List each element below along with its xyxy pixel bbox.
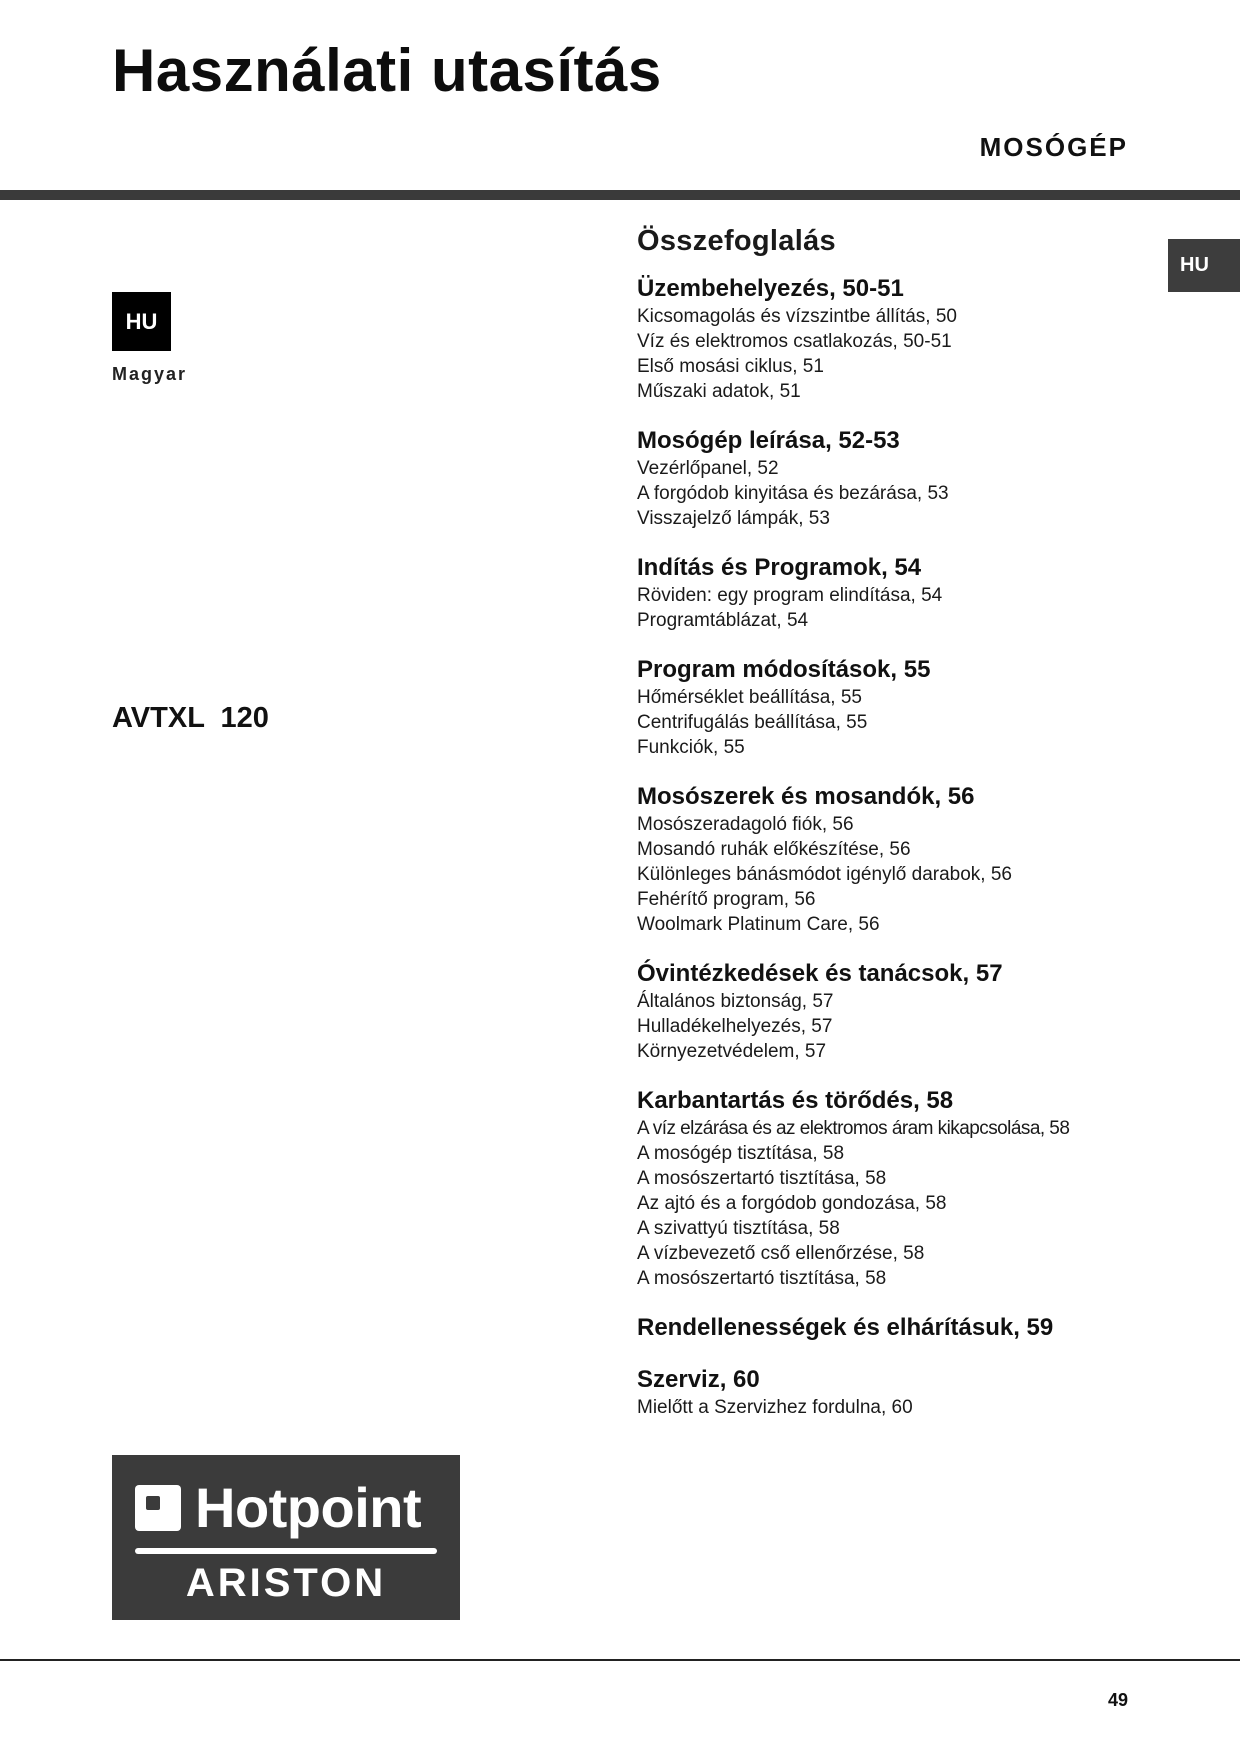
page-title: Használati utasítás [112,37,662,104]
language-side-tab: HU [1168,239,1240,292]
logo-divider [135,1548,437,1554]
language-name: Magyar [112,364,188,384]
toc-entry: Visszajelző lámpák, 53 [637,508,830,529]
page-number: 49 [1107,1690,1128,1710]
logo-brand-text: Hotpoint [195,1476,422,1539]
table-of-contents [637,225,1107,1442]
toc-section-title: Program módosítások, 55 [637,656,931,683]
toc-section-title: Indítás és Programok, 54 [637,554,922,581]
toc-section [637,553,1107,633]
toc-section [637,426,1107,531]
toc-entry: Első mosási ciklus, 51 [637,356,824,377]
toc-entry: Röviden: egy program elindítása, 54 [637,585,943,606]
toc-entry: A víz elzárása és az elektromos áram kikapcsolása, 58 [637,1118,1070,1139]
toc-entry: A mosógép tisztítása, 58 [637,1143,845,1164]
toc-entry: Általános biztonság, 57 [637,991,834,1012]
toc-section-title: Szerviz, 60 [637,1366,760,1393]
toc-entry: Mosandó ruhák előkészítése, 56 [637,839,911,860]
logo-sub-text: ARISTON [185,1561,387,1605]
logo-top-row [135,1478,421,1538]
toc-entry: Woolmark Platinum Care, 56 [637,914,880,935]
toc-entry: Centrifugálás beállítása, 55 [637,712,868,733]
toc-entry: Mielőtt a Szervizhez fordulna, 60 [637,1397,913,1418]
toc-entry: Kicsomagolás és vízszintbe állítás, 50 [637,306,957,327]
toc-entry: A mosószertartó tisztítása, 58 [637,1268,887,1289]
logo-mark-icon [135,1485,181,1531]
toc-section-title: Karbantartás és törődés, 58 [637,1087,954,1114]
brand-logo [112,1455,460,1620]
toc-entry: A szivattyú tisztítása, 58 [637,1218,840,1239]
toc-section [637,274,1107,404]
toc-entry: Vezérlőpanel, 52 [637,458,779,479]
toc-entry: Környezetvédelem, 57 [637,1041,827,1062]
toc-section [637,655,1107,760]
toc-entry: Funkciók, 55 [637,737,745,758]
toc-section [637,959,1107,1064]
toc-entry: A vízbevezető cső ellenőrzése, 58 [637,1243,925,1264]
toc-section-title: Mosószerek és mosandók, 56 [637,783,975,810]
toc-entry: A mosószertartó tisztítása, 58 [637,1168,887,1189]
footer-divider [0,1659,1240,1661]
toc-section [637,1365,1107,1420]
toc-section-title: Rendellenességek és elhárításuk, 59 [637,1314,1054,1341]
toc-entry: Hulladékelhelyezés, 57 [637,1016,833,1037]
language-badge: HU [112,292,171,351]
header-divider [0,190,1240,200]
toc-entry: Fehérítő program, 56 [637,889,816,910]
toc-section [637,1086,1107,1291]
toc-entry: Az ajtó és a forgódob gondozása, 58 [637,1193,947,1214]
toc-entry: Különleges bánásmódot igénylő darabok, 56 [637,864,1012,885]
model-name: AVTXL 120 [112,702,269,734]
document-subtitle: MOSÓGÉP [979,132,1128,162]
toc-entry: Programtáblázat, 54 [637,610,809,631]
toc-entry: Mosószeradagoló fiók, 56 [637,814,854,835]
toc-section [637,1313,1107,1343]
toc-entry: Víz és elektromos csatlakozás, 50-51 [637,331,952,352]
toc-section [637,782,1107,937]
toc-heading: Összefoglalás [637,225,836,257]
toc-section-title: Üzembehelyezés, 50-51 [637,275,904,302]
toc-section-title: Óvintézkedések és tanácsok, 57 [637,960,1003,987]
toc-entry: Hőmérséklet beállítása, 55 [637,687,862,708]
toc-entry: A forgódob kinyitása és bezárása, 53 [637,483,949,504]
toc-section-title: Mosógép leírása, 52-53 [637,427,900,454]
toc-entry: Műszaki adatok, 51 [637,381,801,402]
